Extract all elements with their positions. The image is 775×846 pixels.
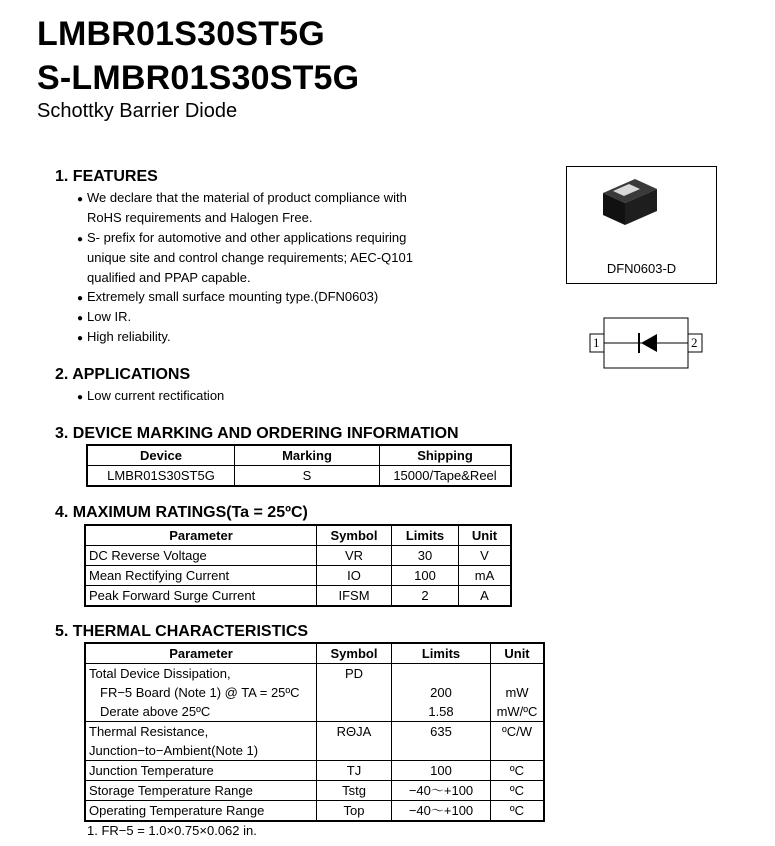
feature-item-2-cont: unique site and control change requirements; AEC-Q101	[87, 250, 413, 265]
table-row	[85, 664, 544, 684]
bullet-icon: ●	[77, 392, 84, 403]
table-header-row	[87, 445, 511, 466]
feature-item-4: ● Low IR.	[77, 307, 131, 329]
table-row	[87, 466, 511, 487]
pin-2-label: 2	[691, 335, 698, 350]
table-cell: Derate above 25ºC	[85, 702, 317, 722]
table-cell: mW	[491, 683, 545, 702]
column-header: Unit	[459, 525, 512, 546]
column-header: Symbol	[317, 643, 392, 664]
table-cell: IO	[317, 566, 392, 586]
table-row	[85, 801, 544, 822]
bullet-icon: ●	[77, 194, 84, 205]
table-cell: DC Reverse Voltage	[85, 546, 317, 566]
table-cell	[317, 702, 392, 722]
thermal-table	[84, 642, 545, 822]
table-row	[85, 586, 511, 607]
table-cell: 635	[392, 722, 491, 742]
ordering-heading: 3. DEVICE MARKING AND ORDERING INFORMATION	[55, 425, 459, 442]
table-cell: Operating Temperature Range	[85, 801, 317, 822]
feature-item-1: ● We declare that the material of product compliance with	[77, 188, 407, 210]
table-cell: 100	[392, 566, 459, 586]
table-cell: FR−5 Board (Note 1) @ TA = 25ºC	[85, 683, 317, 702]
table-cell	[491, 741, 545, 761]
table-cell: RΘJA	[317, 722, 392, 742]
application-item-1: ● Low current rectification	[77, 386, 224, 408]
thermal-heading: 5. THERMAL CHARACTERISTICS	[55, 623, 309, 640]
table-cell: Storage Temperature Range	[85, 781, 317, 801]
feature-item-5: ● High reliability.	[77, 327, 171, 349]
table-cell: Tstg	[317, 781, 392, 801]
table-cell: Mean Rectifying Current	[85, 566, 317, 586]
column-header: Parameter	[85, 525, 317, 546]
table-row	[85, 722, 544, 742]
bullet-icon: ●	[77, 313, 84, 324]
table-cell: Total Device Dissipation,	[85, 664, 317, 684]
feature-item-1-cont: RoHS requirements and Halogen Free.	[87, 210, 313, 225]
table-row	[85, 546, 511, 566]
table-cell: ºC	[491, 761, 545, 781]
table-cell: S	[235, 466, 380, 487]
table-cell: 100	[392, 761, 491, 781]
pin-1-label: 1	[593, 335, 600, 350]
table-cell: ºC/W	[491, 722, 545, 742]
table-cell: −40～+100	[392, 781, 491, 801]
table-cell: ºC	[491, 801, 545, 822]
feature-item-3: ● Extremely small surface mounting type.(DFN0603)	[77, 287, 378, 309]
table-cell: mW/ºC	[491, 702, 545, 722]
table-cell: mA	[459, 566, 512, 586]
table-cell: TJ	[317, 761, 392, 781]
bullet-icon: ●	[77, 293, 84, 304]
table-header-row	[85, 525, 511, 546]
table-cell: 2	[392, 586, 459, 607]
column-header: Limits	[392, 525, 459, 546]
column-header: Symbol	[317, 525, 392, 546]
diode-pinout-diagram	[589, 317, 707, 369]
table-cell	[392, 741, 491, 761]
column-header: Unit	[491, 643, 545, 664]
table-cell: A	[459, 586, 512, 607]
applications-heading: 2. APPLICATIONS	[55, 366, 191, 383]
table-row	[85, 761, 544, 781]
column-header: Limits	[392, 643, 491, 664]
table-cell: 30	[392, 546, 459, 566]
table-cell: Peak Forward Surge Current	[85, 586, 317, 607]
table-row	[85, 683, 544, 702]
features-heading: 1. FEATURES	[55, 168, 158, 185]
table-cell: ºC	[491, 781, 545, 801]
table-cell	[317, 741, 392, 761]
table-cell: Junction−to−Ambient(Note 1)	[85, 741, 317, 761]
bullet-icon: ●	[77, 234, 84, 245]
feature-item-2-cont: qualified and PPAP capable.	[87, 270, 251, 285]
column-header: Device	[87, 445, 235, 466]
table-cell: V	[459, 546, 512, 566]
ratings-table	[84, 524, 512, 607]
ordering-table	[86, 444, 512, 487]
table-cell: Junction Temperature	[85, 761, 317, 781]
table-cell: −40～+100	[392, 801, 491, 822]
device-subtitle: Schottky Barrier Diode	[37, 100, 238, 122]
table-cell	[317, 683, 392, 702]
table-cell: IFSM	[317, 586, 392, 607]
part-number-title: LMBR01S30ST5G	[37, 15, 325, 53]
column-header: Parameter	[85, 643, 317, 664]
table-row	[85, 781, 544, 801]
table-cell: VR	[317, 546, 392, 566]
feature-item-2: ● S- prefix for automotive and other applications requiring	[77, 228, 406, 250]
table-header-row	[85, 643, 544, 664]
table-cell: 200	[392, 683, 491, 702]
thermal-footnote: 1. FR−5 = 1.0×0.75×0.062 in.	[87, 823, 257, 838]
diode-symbol-icon	[589, 317, 707, 369]
table-row	[85, 566, 511, 586]
part-number-title-automotive: S-LMBR01S30ST5G	[37, 59, 360, 97]
table-cell	[491, 664, 545, 684]
ratings-heading: 4. MAXIMUM RATINGS(Ta = 25ºC)	[55, 504, 308, 521]
table-cell: LMBR01S30ST5G	[87, 466, 235, 487]
table-cell: 15000/Tape&Reel	[380, 466, 512, 487]
column-header: Shipping	[380, 445, 512, 466]
table-cell: PD	[317, 664, 392, 684]
table-row	[85, 702, 544, 722]
table-cell	[392, 664, 491, 684]
table-cell: Thermal Resistance,	[85, 722, 317, 742]
column-header: Marking	[235, 445, 380, 466]
bullet-icon: ●	[77, 333, 84, 344]
table-cell: Top	[317, 801, 392, 822]
table-row	[85, 741, 544, 761]
table-cell: 1.58	[392, 702, 491, 722]
package-label: DFN0603-D	[606, 261, 677, 276]
